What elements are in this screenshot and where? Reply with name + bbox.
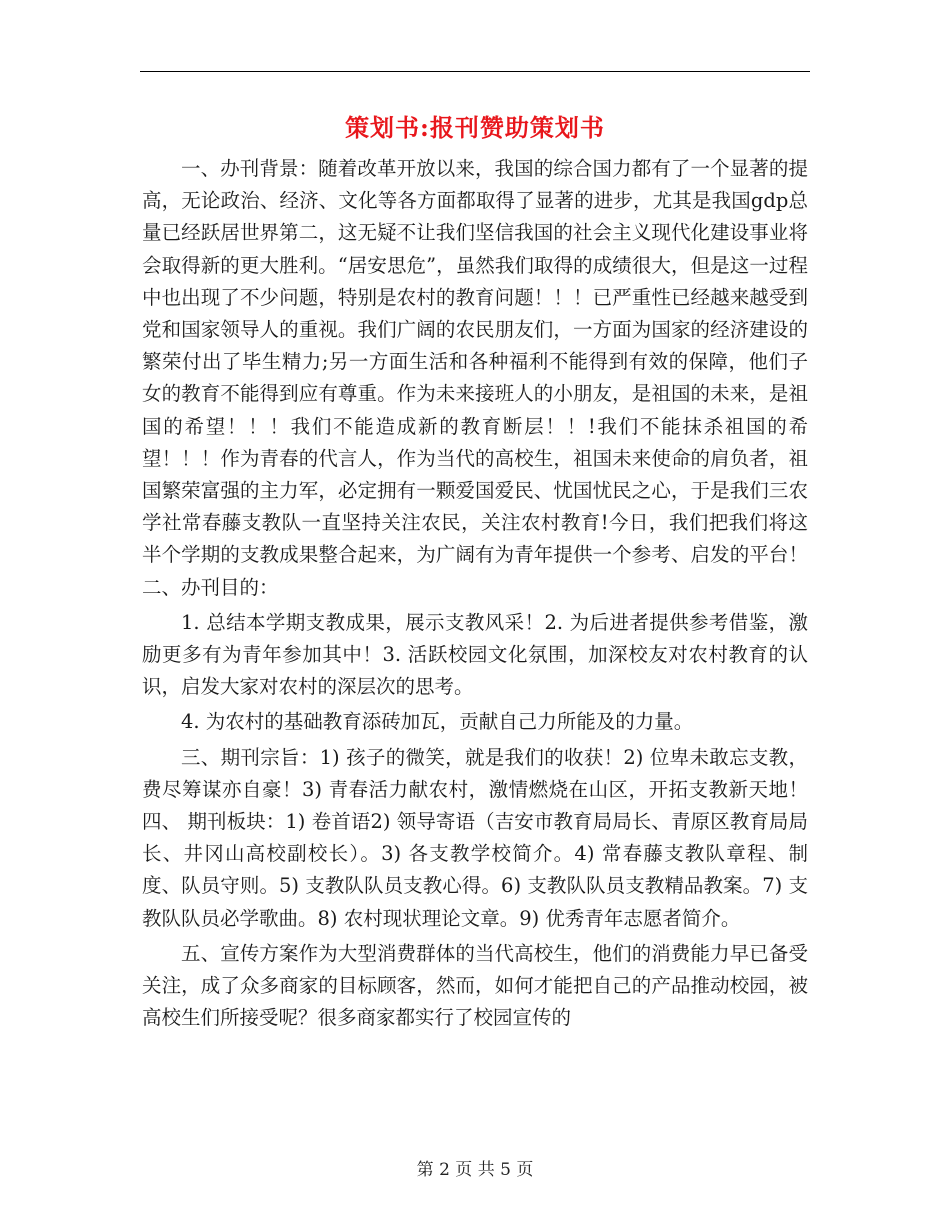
page-number-footer: 第 2 页 共 5 页 [416, 1160, 534, 1180]
document-title: 策划书:报刊赞助策划书 [345, 113, 605, 142]
paragraph-promotion: 五、宣传方案作为大型消费群体的当代高校生，他们的消费能力早已备受关注，成了众多商家的目标顾客，然而，如何才能把自己的产品推动校园，被高校生们所接受呢？很多商家都实行了校园宣传的 [142, 941, 808, 1030]
header-rule [140, 71, 810, 72]
paragraph-purpose-sections: 三、期刊宗旨：1) 孩子的微笑，就是我们的收获！2) 位卑未敢忘支教，费尽筹谋亦自豪！3) 青春活力献农村，激情燃烧在山区，开拓支教新天地！四、 期刊板块：1) 卷首语2) 领导寄语（吉安市教育局局长、青原区教育局局长、井冈山高校副校长）。3) 各支教学校简介。4) 常春藤支教队章程、制度、队员守则。5) 支教队队员支教心得。6) 支教队队员支教精品教案。7) 支教队队员必学歌曲。8) 农村现状理论文章。9) 优秀青年志愿者简介。 [142, 745, 808, 930]
paragraph-goal-4: 4. 为农村的基础教育添砖加瓦，贡献自己力所能及的力量。 [181, 710, 694, 734]
paragraph-goals: 1. 总结本学期支教成果，展示支教风采！2. 为后进者提供参考借鉴，激励更多有为青年参加其中！3. 活跃校园文化氛围，加深校友对农村教育的认识，启发大家对农村的深层次的思考。 [142, 610, 808, 699]
document-body [142, 153, 808, 1037]
paragraph-background: 一、办刊背景：随着改革开放以来，我国的综合国力都有了一个显著的提高，无论政治、经济、文化等各方面都取得了显著的进步，尤其是我国gdp总量已经跃居世界第二，这无疑不让我们坚信我国的社会主义现代化建设事业将会取得新的更大胜利。“居安思危”，虽然我们取得的成绩很大，但是这一过程中也出现了不少问题，特别是农村的教育问题！！！已严重性已经越来越受到党和国家领导人的重视。我们广阔的农民朋友们，一方面为国家的经济建设的繁荣付出了毕生精力;另一方面生活和各种福利不能得到有效的保障，他们子女的教育不能得到应有尊重。作为未来接班人的小朋友，是祖国的未来，是祖国的希望！！！我们不能造成新的教育断层！！!我们不能抹杀祖国的希望！！！作为青春的代言人，作为当代的高校生，祖国未来使命的肩负者，祖国繁荣富强的主力军，必定拥有一颗爱国爱民、忧国忧民之心，于是我们三农学社常春藤支教队一直坚持关注农民，关注农村教育!今日，我们把我们将这半个学期的支教成果整合起来，为广阔有为青年提供一个参考、启发的平台！二、办刊目的： [142, 157, 808, 599]
